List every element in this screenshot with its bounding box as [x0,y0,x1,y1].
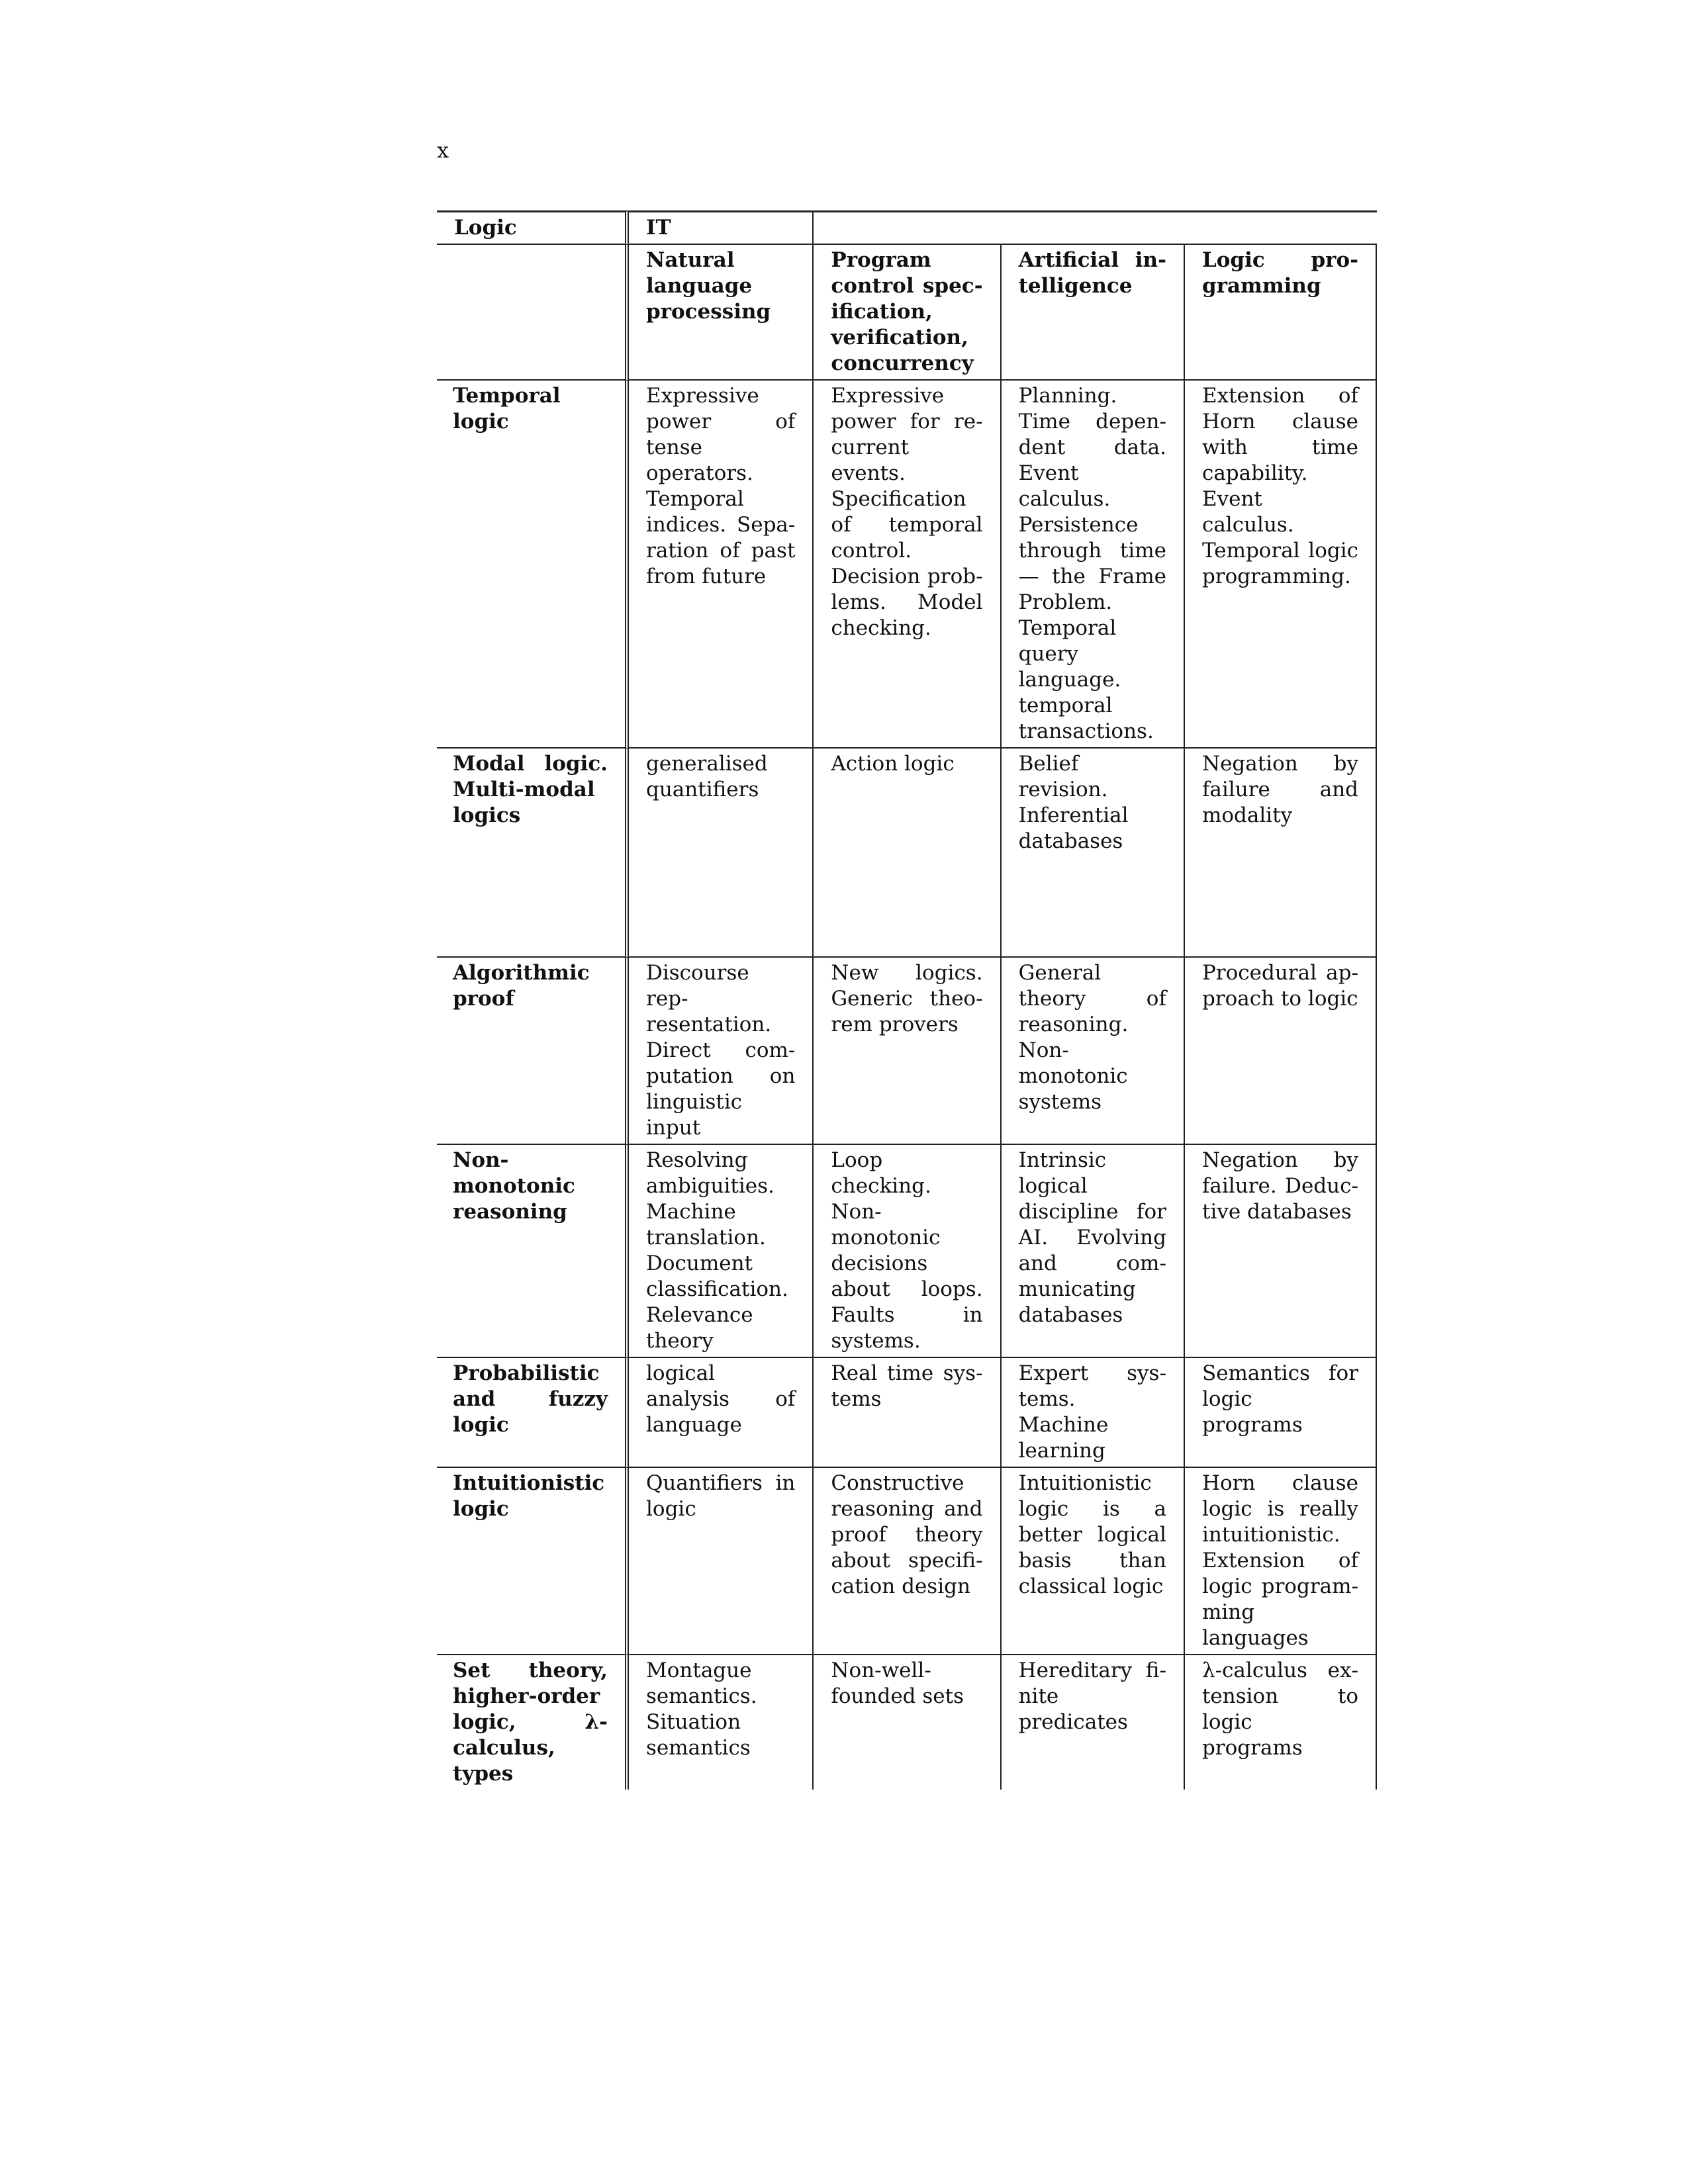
row-header: Temporal logic [437,381,629,749]
column-header: Artificial intelligence [1002,245,1185,381]
table-cell: Intuitionistic logic is a better logical basis than classical logic [1002,1468,1185,1655]
corner-header: Logic [437,210,629,245]
column-header: Natural language processing [629,245,814,381]
table-cell: Loop checking. Non-monotonic decisions about loops. Faults in systems. [814,1145,1001,1358]
row-header: Algorithmic proof [437,958,629,1145]
row-header: Non-monotonic reasoning [437,1145,629,1358]
table-cell: Non-well-founded sets [814,1655,1001,1790]
table-cell: Belief revision. Inferential databases [1002,749,1185,958]
column-header-row [437,245,1377,381]
table-cell: Planning. Time dependent data. Event calculus. Persistence through time— the Frame Problem. Temporal query language. temporal transactions. [1002,381,1185,749]
table-cell: Constructive reasoning and proof theory about specification design [814,1468,1001,1655]
table-cell: Expert systems. Machine learning [1002,1358,1185,1468]
table-cell: Resolving ambiguities. Machine translation. Document classification. Relevance theory [629,1145,814,1358]
table-row [437,1468,1377,1655]
table-cell: Real time systems [814,1358,1001,1468]
table-cell: Expressive power of tense operators. Temporal indices. Separation of past from future [629,381,814,749]
table-cell: Negation by failure. Deductive databases [1185,1145,1377,1358]
logic-it-table [437,210,1377,1790]
group-header: IT [629,210,814,245]
table-cell: Semantics for logic programs [1185,1358,1377,1468]
table-cell: Action logic [814,749,1001,958]
table-cell: Intrinsic logical discipline for AI. Evolving and communicating databases [1002,1145,1185,1358]
table-cell: Quantifiers in logic [629,1468,814,1655]
row-header: Probabilistic and fuzzy logic [437,1358,629,1468]
table-cell: Extension of Horn clause with time capability. Event calculus. Temporal logic programming. [1185,381,1377,749]
table-cell: Procedural approach to logic [1185,958,1377,1145]
column-header: Logic programming [1185,245,1377,381]
page-number: x [437,138,449,163]
column-header: Program control specification, verification, concurrency [814,245,1001,381]
table-cell: Expressive power for recurrent events. Specification of temporal control. Decision problems. Model checking. [814,381,1001,749]
table-cell: generalised quantifiers [629,749,814,958]
table-row [437,1145,1377,1358]
column-header-empty [437,245,629,381]
table-row [437,1358,1377,1468]
table-row [437,381,1377,749]
table-cell: General theory of reasoning. Non-monotonic systems [1002,958,1185,1145]
table-row [437,749,1377,958]
table-cell: Horn clause logic is really intuitionistic. Extension of logic programming languages [1185,1468,1377,1655]
table-row [437,958,1377,1145]
table-group-header-row [437,210,1377,245]
table-row [437,1655,1377,1790]
row-header: Set theory, higher-order logic, λ-calculus, types [437,1655,629,1790]
table-cell: New logics. Generic theorem provers [814,958,1001,1145]
table-cell: Negation by failure and modality [1185,749,1377,958]
table-cell: Discourse representation. Direct computation on linguistic input [629,958,814,1145]
table-cell: λ-calculus extension to logic programs [1185,1655,1377,1790]
table-cell: Montague semantics. Situation semantics [629,1655,814,1790]
group-header-blank [814,210,1377,245]
table-cell: logical analysis of language [629,1358,814,1468]
table-cell: Hereditary finite predicates [1002,1655,1185,1790]
row-header: Intuitionistic logic [437,1468,629,1655]
row-header: Modal logic. Multi-modal logics [437,749,629,958]
